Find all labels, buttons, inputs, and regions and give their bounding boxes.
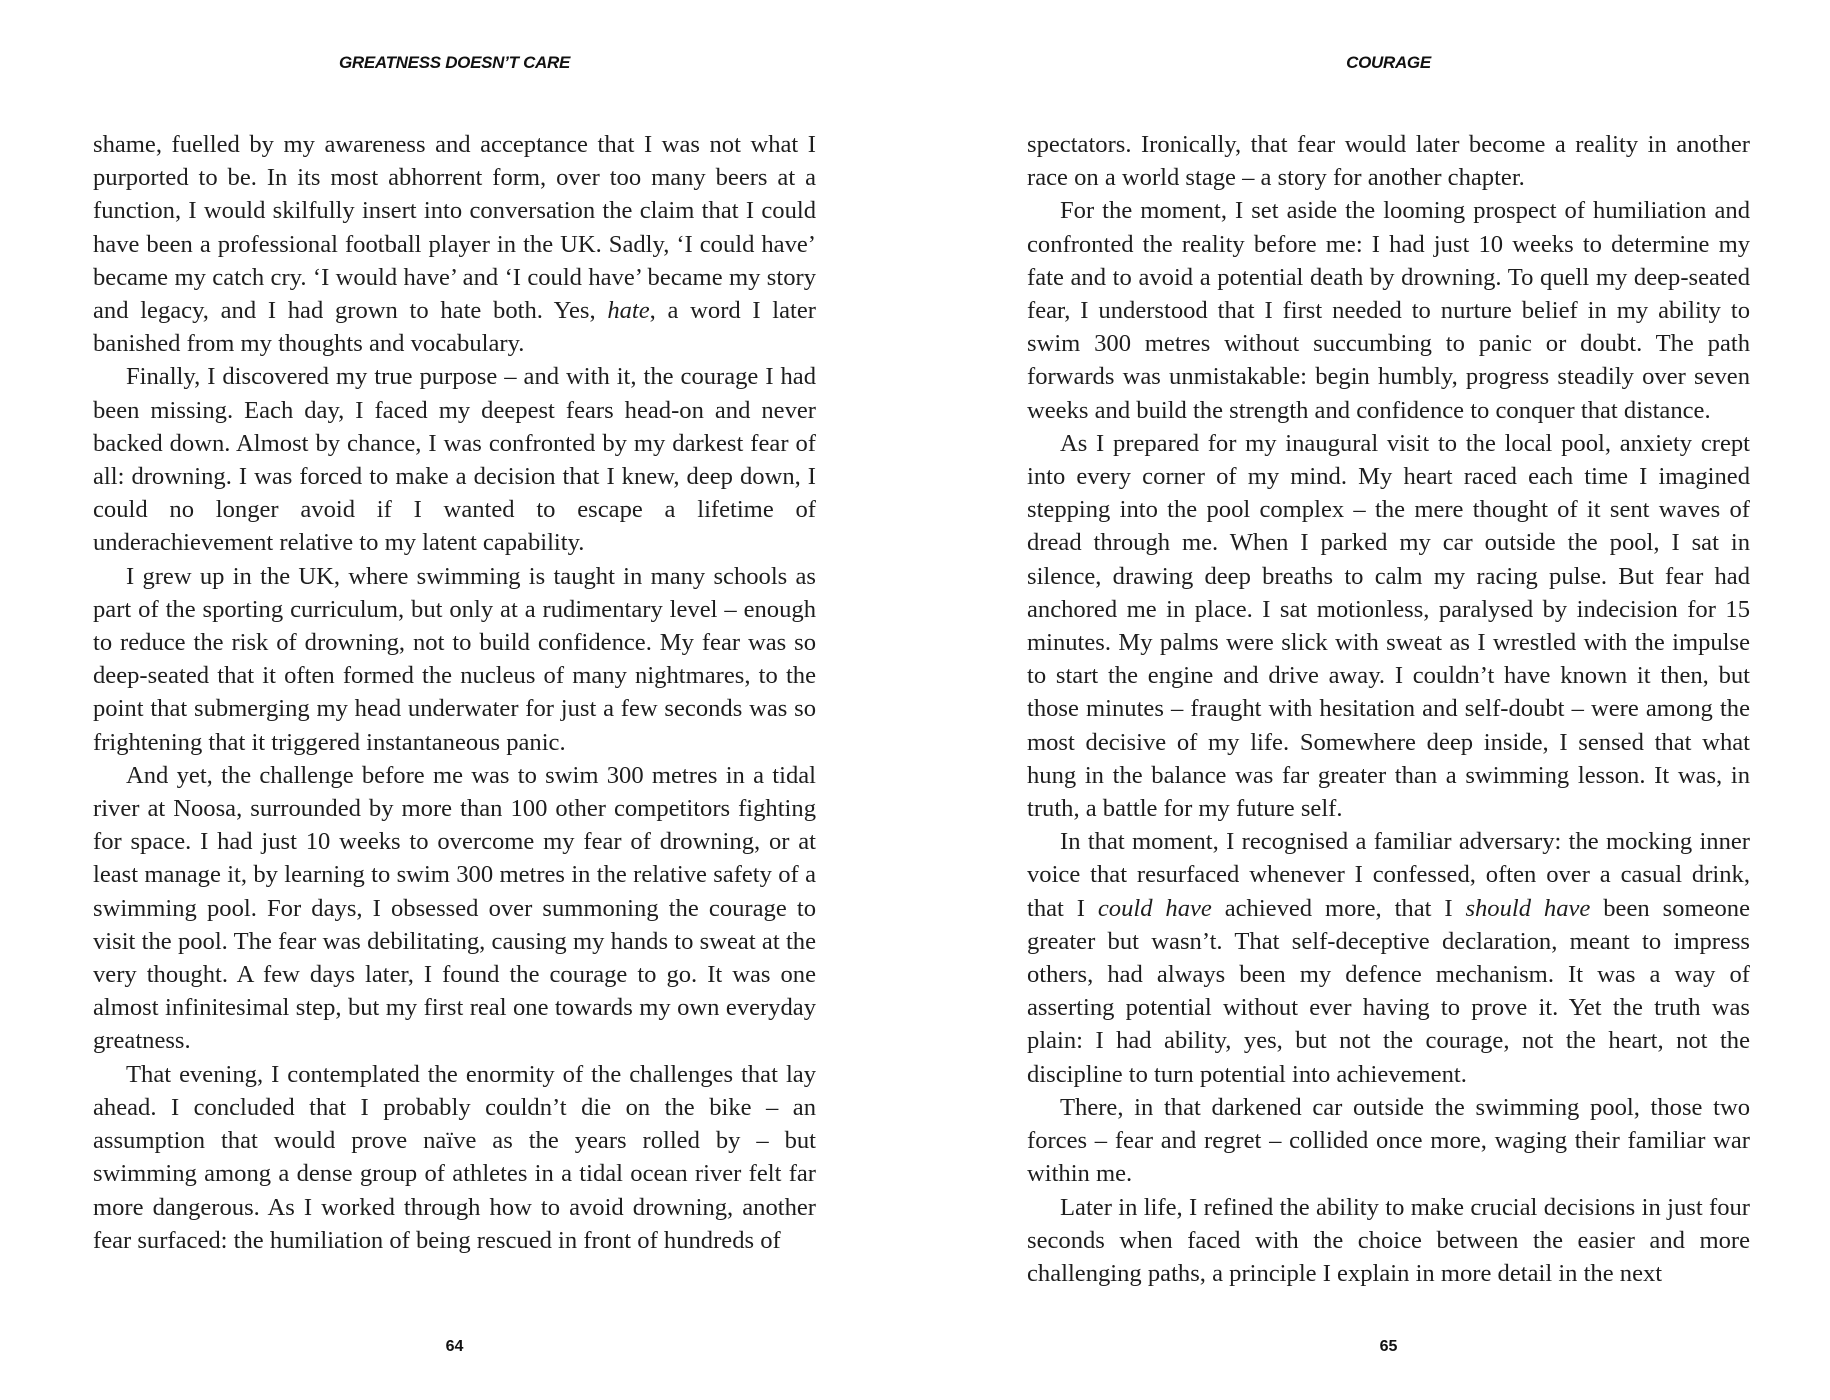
left-page xyxy=(93,0,816,1400)
page-body xyxy=(93,128,816,1257)
paragraph: There, in that darkened car outside the swimming pool, those two forces – fear and regret – collided once more, waging their familiar war within me. xyxy=(1027,1093,1750,1188)
paragraph: spectators. Ironically, that fear would later become a reality in another race on a world stage – a story for another chapter. xyxy=(1027,131,1750,192)
page-number: 64 xyxy=(445,1338,464,1355)
right-page xyxy=(1027,0,1750,1400)
running-head: GREATNESS DOESN’T CARE xyxy=(338,53,571,72)
paragraph: shame, fuelled by my awareness and acceptance that I was not what I purported to be. In its most abhorrent form, over too many beers at a function, I would skilfully insert into conversation the claim that I could have been a professional football player in the UK. Sadly, ‘I could have’ became my catch cry. ‘I would have’ and ‘I could have’ became my story and legacy, and I had grown to hate both. Yes, hate, a word I later banished from my thoughts and vocabulary. xyxy=(93,131,816,358)
paragraph: I grew up in the UK, where swimming is taught in many schools as part of the sporting curriculum, but only at a rudimentary level – enough to reduce the risk of drowning, not to build confidence. My fear was so deep-seated that it often formed the nucleus of many nightmares, to the point that submerging my head underwater for just a few seconds was so frightening that it triggered instantaneous panic. xyxy=(93,562,816,756)
emphasis: hate xyxy=(607,297,650,325)
page-body xyxy=(1027,128,1750,1290)
paragraph: As I prepared for my inaugural visit to the local pool, anxiety crept into every corner of my mind. My heart raced each time I imagined stepping into the pool complex – the mere thought of it sent waves of dread through me. When I parked my car outside the pool, I sat in silence, drawing deep breaths to calm my racing pulse. But fear had anchored me in place. I sat motionless, paralysed by indecision for 15 minutes. My palms were slick with sweat as I wrestled with the impulse to start the engine and drive away. I couldn’t have known it then, but those minutes – fraught with hesitation and self-doubt – were among the most decisive of my life. Somewhere deep inside, I sensed that what hung in the balance was far greater than a swimming lesson. It was, in truth, a battle for my future self. xyxy=(1027,429,1750,823)
paragraph: Finally, I discovered my true purpose – and with it, the courage I had been missing. Each day, I faced my deepest fears head-on and never backed down. Almost by chance, I was confronted by my darkest fear of all: drowning. I was forced to make a decision that I knew, deep down, I could no longer avoid if I wanted to escape a lifetime of underachievement relative to my latent capability. xyxy=(93,363,816,557)
page-number: 65 xyxy=(1379,1338,1398,1355)
paragraph: In that moment, I recognised a familiar adversary: the mocking inner voice that resurfaced whenever I confessed, often over a casual drink, that I could have achieved more, that I should have been someone greater but wasn’t. That self-deceptive declaration, meant to impress others, had always been my defence mechanism. It was a way of asserting potential without ever having to prove it. Yet the truth was plain: I had ability, yes, but not the courage, not the heart, not the discipline to turn potential into achievement. xyxy=(1027,828,1750,1088)
emphasis: should have xyxy=(1465,894,1591,922)
running-head: COURAGE xyxy=(1346,53,1431,72)
emphasis: could have xyxy=(1097,894,1212,922)
paragraph: And yet, the challenge before me was to swim 300 metres in a tidal river at Noosa, surrounded by more than 100 other competitors fighting for space. I had just 10 weeks to overcome my fear of drowning, or at least manage it, by learning to swim 300 metres in the relative safety of a swimming pool. For days, I obsessed over summoning the courage to visit the pool. The fear was debilitating, causing my hands to sweat at the very thought. A few days later, I found the courage to go. It was one almost infinitesimal step, but my first real one towards my own everyday greatness. xyxy=(93,761,816,1055)
paragraph: Later in life, I refined the ability to make crucial decisions in just four seconds when faced with the choice between the easier and more challenging paths, a principle I explain in more detail in the next xyxy=(1027,1193,1750,1287)
paragraph: That evening, I contemplated the enormity of the challenges that lay ahead. I concluded that I probably couldn’t die on the bike – an assumption that would prove naïve as the years rolled by – but swimming among a dense group of athletes in a tidal ocean river felt far more dangerous. As I worked through how to avoid drowning, another fear surfaced: the humiliation of being rescued in front of hundreds of xyxy=(93,1060,816,1254)
paragraph: For the moment, I set aside the looming prospect of humiliation and confronted the reality before me: I had just 10 weeks to determine my fate and to avoid a potential death by drowning. To quell my deep-seated fear, I understood that I first needed to nurture belief in my ability to swim 300 metres without succumbing to panic or doubt. The path forwards was unmistakable: begin humbly, progress steadily over seven weeks and build the strength and confidence to conquer that distance. xyxy=(1027,197,1750,424)
